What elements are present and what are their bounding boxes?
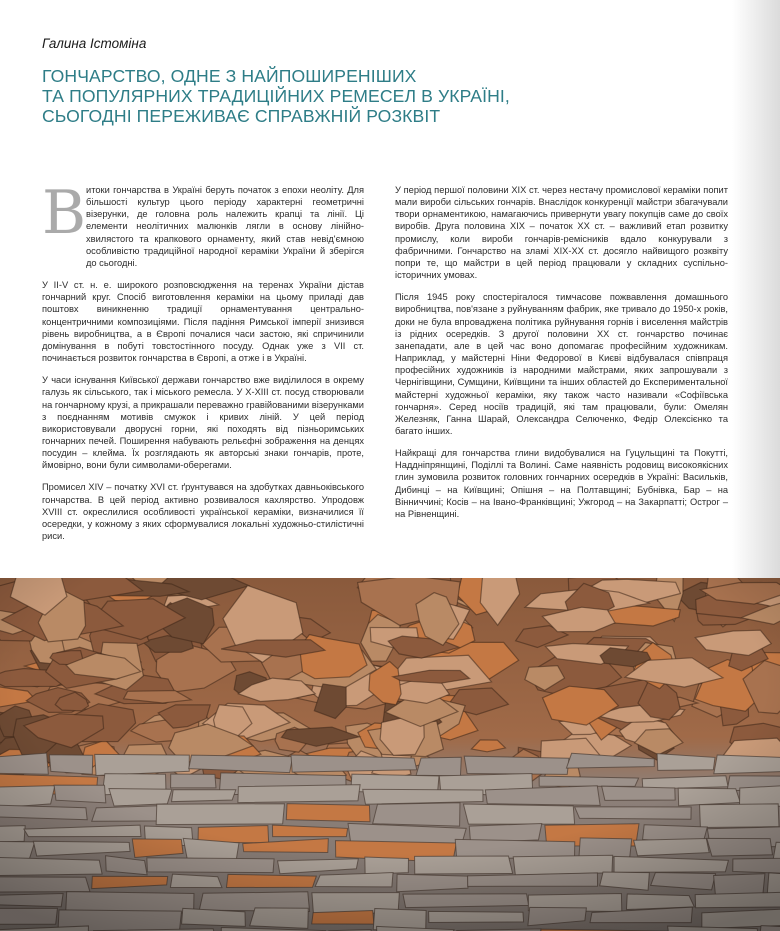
title-line: ГОНЧАРСТВО, ОДНЕ З НАЙПОШИРЕНІШИХ bbox=[42, 66, 417, 86]
intro-paragraph bbox=[42, 178, 364, 279]
title-line: ТА ПОПУЛЯРНИХ ТРАДИЦІЙНИХ РЕМЕСЕЛ В УКРАЇНІ, bbox=[42, 86, 510, 106]
title-line: СЬОГОДНІ ПЕРЕЖИВАЄ СПРАВЖНІЙ РОЗКВІТ bbox=[42, 106, 441, 126]
paragraph: итоки гончарства в Україні беруть початок з епохи неоліту. Для більшості культур цього періоду характерні геометричні візерунки, де головна роль належить крапці та лінії. Ці елементи неолітичних малюнків лягли в основу лінійно-хвилястого та крапкового орнаменту, який став невід'ємною особливістю традиційної народної кераміки України й зберігся до сьогодні. bbox=[86, 185, 364, 268]
paragraph: У часи існування Київської держави гончарство вже виділилося в окрему галузь як сільського, так і міського ремесла. У X-XIII ст. посуд створювали на гончарному крузі, а прикрашали переважно гравійованими візерунками з поєднанням мотивів смужок і кривих ліній. У цей період використовували дворусні горни, які походять від пізньоримських гончарних печей. Поширення набувають рельєфні зображення на денцях посудин – клейма. Їх розглядають як авторські знаки гончарів, проте, ймовірно, вони були символами-оберегами. bbox=[42, 375, 364, 471]
paragraph: Промисел XIV – початку XVI ст. ґрунтувався на здобутках давньоківського гончарства. В цей період активно розвивалося кахлярство. Упродовж XVIII ст. окреслилися особливості української кераміки, визначилися її осередки, у кожному з яких сформувалися локальні художньо-стилістичні риси. bbox=[42, 482, 364, 542]
paragraph: Найкращі для гончарства глини видобувалися на Гуцульщині та Покутті, Наддніпрянщині, Поділлі та Волині. Саме наявність родовищ високоякісних глин зумовила розвиток головних гончарних осередків в Україні: Васильків, Дибинці – на Київщині; Опішня – на Полтавщині; Бубнівка, Бар – на Вінниччині; Косів – на Івано-Франківщині; Ужгород – на Закарпатті; Острог – на Рівненщині. bbox=[395, 448, 728, 519]
right-text-column bbox=[395, 184, 728, 530]
drop-cap: В bbox=[42, 178, 87, 248]
article-title bbox=[42, 66, 682, 126]
paragraph: У ІІ-V ст. н. е. широкого розповсюдження на теренах України дістав гончарний круг. Спосіб виготовлення кераміки на цьому приладі дав поштовх виникненню традиції орнаментування центрально-концентричними композиціями. Після падіння Римської імперії знизився рівень виробництва, а в Європі почалися часи застою, які спричинили домінування в побуті товстостінного посуду. Однак уже з VII ст. починається розвиток гончарства в Європі, а отже і в Україні. bbox=[42, 280, 364, 364]
author-name: Галина Істоміна bbox=[42, 36, 147, 51]
paragraph: Після 1945 року спостерігалося тимчасове пожвавлення домашнього виробництва, пов'язане з руйнуванням фабрик, яке тривало до 1950-х років, доки не була впроваджена політика руйнування горнів і виселення майстрів із рідних осередків. З другої половини XX ст. гончарство починає занепадати, але в цей час воно допомагає професійним художникам. Наприклад, у майстерні Ніни Федорової в Києві відбувалася співпраця професійних художників із народними майстрами, яких запрошували з Чернігівщини, Сумщини, Київщини та інших областей до Експериментальної майстерні художньої кераміки, яку також часто називали «Софіївська гончарня». Серед носіїв традицій, які там працювали, були: Омелян Железняк, Ганна Шарай, Олександра Селюченко, Федір Олексієнко та багато інших. bbox=[395, 292, 728, 436]
page-spine-shadow bbox=[732, 0, 780, 580]
left-text-column bbox=[42, 178, 364, 552]
paragraph: У період першої половини XIX ст. через нестачу промислової кераміки попит мали вироби сільських гончарів. Внаслідок конкуренції майстри збагачували твори орнаментикою, намагаючись привернути увагу покупців саме до своїх виробів. Друга половина XIX – початок XX ст. – важливий етап розвитку промислу, коли вироби гончарів-ремісників вдало конкурували з фабричними. Гончарство на зламі XIX-XX ст. досягло найвищого розквіту попри те, що майстри в цей період працювали у складних суспільно-історичних умовах. bbox=[395, 185, 728, 281]
dry-cracked-clay-photo bbox=[0, 578, 780, 931]
